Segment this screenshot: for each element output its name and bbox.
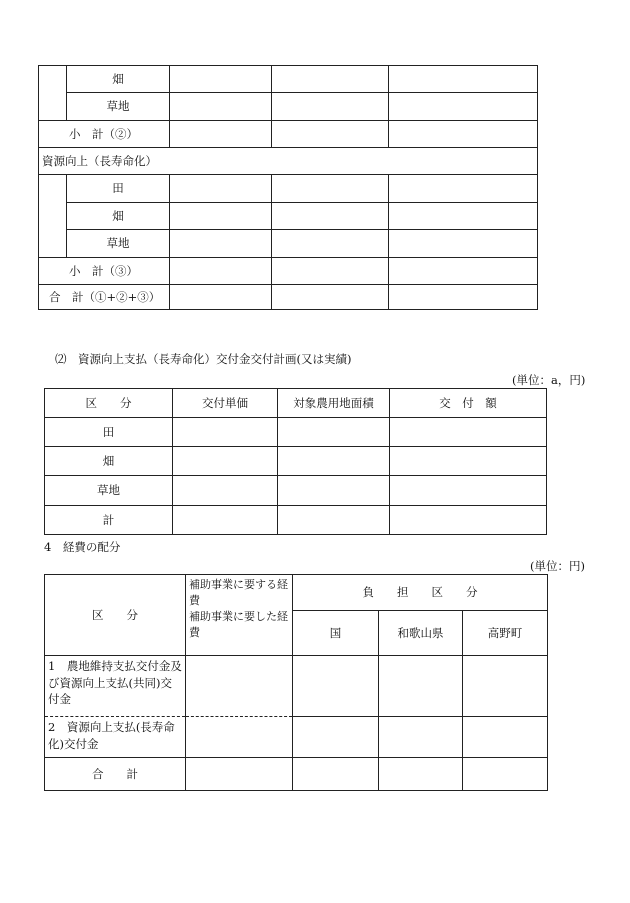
row-label-total: 合 計（①+②+③）: [39, 285, 170, 310]
row-label-hatake: 畑: [67, 203, 170, 230]
row-label-ta: 田: [67, 175, 170, 203]
header-amount: 交 付 額: [390, 389, 547, 418]
header-area: 対象農用地面積: [278, 389, 390, 418]
table-expense-allocation: [44, 574, 548, 791]
header-burden-classification: 負 担 区 分: [293, 575, 548, 611]
header-town: 高野町: [463, 611, 548, 656]
section-2-unit: (単位：a，円): [512, 373, 586, 387]
header-national: 国: [293, 611, 379, 656]
row-label-maintenance-grant: 1 農地維持支払交付金及び資源向上支払(共同)交付金: [45, 656, 186, 717]
header-unit-price: 交付単価: [173, 389, 278, 418]
header-kubun: 区 分: [45, 389, 173, 418]
indent-cell: [39, 175, 67, 258]
row-label-section-longevity: 資源向上（長寿命化）: [39, 148, 538, 175]
section-2-heading: ⑵ 資源向上支払（長寿命化）交付金交付計画(又は実績): [55, 352, 352, 366]
section-4-unit: (単位：円): [530, 559, 585, 573]
row-label-souchi: 草地: [67, 230, 170, 258]
indent-cell: [39, 66, 67, 121]
header-expense: [186, 575, 293, 656]
table-grant-plan: [44, 388, 547, 535]
row-label-longevity-grant: 2 資源向上支払(長寿命化)交付金: [45, 717, 186, 758]
row-label-souchi: 草地: [67, 93, 170, 121]
row-label-hatake: 畑: [67, 66, 170, 93]
row-label-ta: 田: [45, 418, 173, 447]
header-kubun: 区 分: [45, 575, 186, 656]
table-land-continuation: [38, 65, 538, 310]
header-expense-required: 補助事業に要する経費: [189, 578, 288, 607]
row-label-total: 計: [45, 506, 173, 535]
row-label-subtotal-3: 小 計（③）: [39, 258, 170, 285]
row-label-souchi: 草地: [45, 476, 173, 506]
row-label-subtotal-2: 小 計（②）: [39, 121, 170, 148]
header-prefecture: 和歌山県: [379, 611, 463, 656]
section-4-heading: 4 経費の配分: [44, 540, 121, 554]
row-label-total: 合 計: [45, 758, 186, 791]
header-expense-spent: 補助事業に要した経費: [189, 609, 288, 639]
row-label-hatake: 畑: [45, 447, 173, 476]
